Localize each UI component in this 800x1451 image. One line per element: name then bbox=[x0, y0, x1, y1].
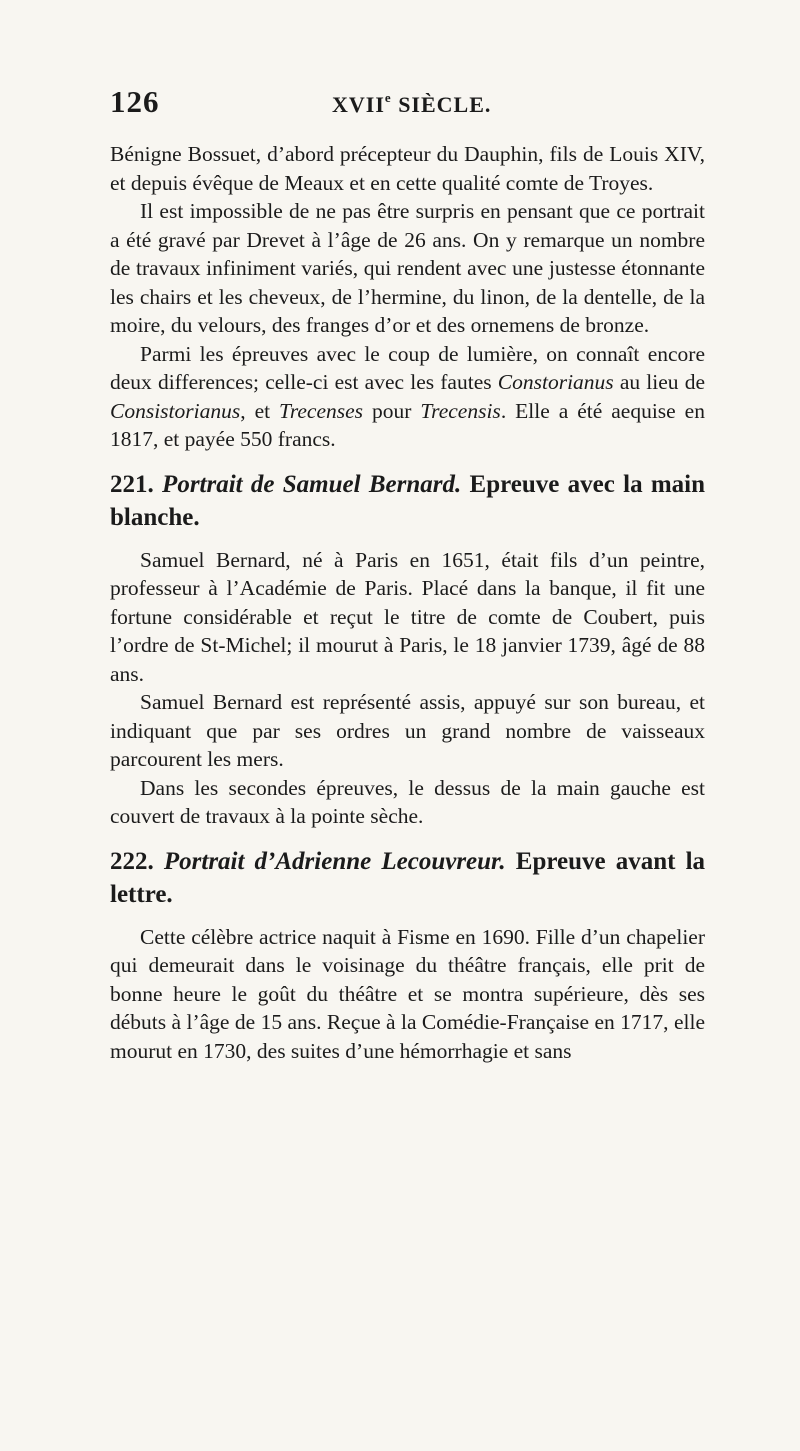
paragraph-states bbox=[110, 340, 705, 454]
text-run: . Elle a été aequise en 1817, et payée 550 francs. bbox=[110, 398, 705, 451]
page-header bbox=[110, 84, 710, 124]
paragraph-bernard-bio: Samuel Bernard, né à Paris en 1651, était fils d’un peintre, professeur à l’Académie de Paris. Placé dans la banque, il fit une fortune considérable et reçut le titre de comte de Coubert, puis l’ordre de St-Michel; il mourut à Paris, le 18 janvier 1739, âgé de 88 ans. bbox=[110, 547, 705, 686]
italic-word: Consistorianus bbox=[110, 398, 241, 423]
entry-state: Epreuve avant la lettre. bbox=[110, 847, 706, 908]
italic-word: Trecenses bbox=[279, 398, 364, 423]
entry-heading-221 bbox=[110, 468, 705, 534]
paragraph-bernard-desc: Samuel Bernard est représenté assis, appuyé sur son bureau, et indiquant que par ses ordres un grand nombre de vaisseaux parcourent les mers. bbox=[110, 690, 705, 771]
century-superscript: e bbox=[384, 90, 392, 105]
century-word: SIÈCLE. bbox=[398, 92, 492, 117]
italic-word: Constorianus bbox=[497, 370, 614, 394]
paragraph-bernard-states: Dans les secondes épreuves, le dessus de la main gauche est couvert de travaux à la pointe sèche. bbox=[110, 775, 705, 828]
paragraph-drevet: Il est impossible de ne pas être surpris en pensant que ce portrait a été gravé par Drevet à l’âge de 26 ans. On y remarque un nombre de travaux infiniment variés, qui rendent avec une justesse étonnante les chairs et les cheveux, de l’hermine, du linon, de la dentelle, de la moire, du velours, des franges d’or et des ornemens de bronze. bbox=[110, 199, 705, 337]
entry-state: Epreuve avec la main blanche. bbox=[110, 470, 706, 531]
paragraph-bossuet-title: Bénigne Bossuet, d’abord précepteur du Dauphin, fils de Louis XIV, et depuis évêque de Meaux et en cette qualité comte de Troyes. bbox=[110, 142, 705, 195]
entry-title: Portrait de Samuel Bernard. bbox=[162, 470, 462, 498]
text-run: Parmi les épreuves avec le coup de lumière, on connaît encore deux differences; celle-ci est avec les fautes bbox=[110, 341, 705, 394]
page-number: 126 bbox=[110, 84, 160, 119]
paragraph-lecouvreur-bio: Cette célèbre actrice naquit à Fisme en 1690. Fille d’un chapelier qui demeurait dans le voisinage du théâtre français, elle prit de bonne heure le goût du théâtre et se montra supérieure, dès ses débuts à l’âge de 15 ans. Reçue à la Comédie-Française en 1717, elle mourut en 1730, des suites d’une hémorrhagie et sans bbox=[110, 924, 705, 1063]
text-run: pour bbox=[363, 398, 421, 423]
body-text bbox=[110, 140, 705, 1065]
century-roman: XVII bbox=[332, 92, 385, 117]
text-run: , et bbox=[240, 398, 280, 423]
entry-heading-222 bbox=[110, 845, 705, 911]
running-head bbox=[332, 90, 491, 118]
entry-number: 221. bbox=[110, 470, 154, 498]
italic-word: Trecensis bbox=[420, 398, 501, 423]
entry-number: 222. bbox=[110, 847, 154, 875]
entry-title: Portrait d’Adrienne Lecouvreur. bbox=[163, 847, 506, 875]
text-run: au lieu de bbox=[613, 370, 705, 394]
